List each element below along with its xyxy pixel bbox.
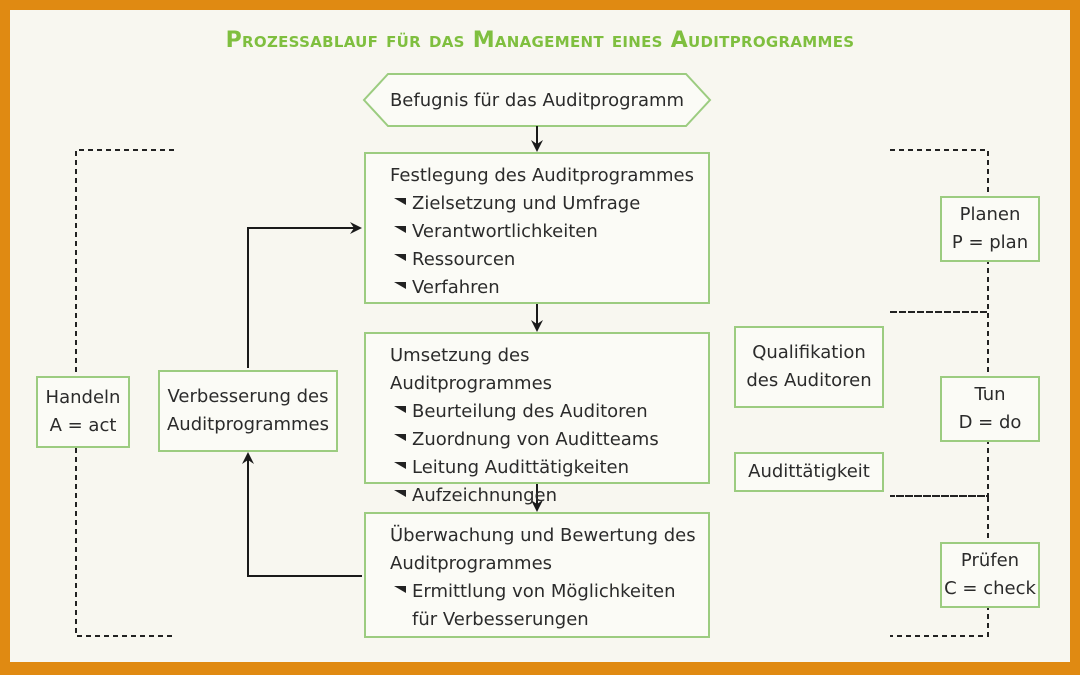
umsetzung-item: Leitung Audittätigkeiten [390, 454, 696, 482]
arrow-verbesserung-to-festlegung [248, 228, 360, 368]
pruefen-code: C = check [944, 578, 1036, 599]
festlegung-item: Verantwortlichkeiten [390, 218, 696, 246]
pruefen-box [940, 542, 1040, 608]
qualifikation-line1: Qualifikation [752, 342, 866, 363]
qualifikation-line2: des Auditoren [746, 370, 872, 391]
ueberwachung-item [390, 578, 696, 634]
festlegung-item: Zielsetzung und Umfrage [390, 190, 696, 218]
festlegung-item: Verfahren [390, 274, 696, 302]
verbesserung-line2: Auditprogrammes [166, 414, 330, 435]
ueberwachung-item-line2: für Verbesserungen [412, 609, 589, 630]
handeln-code: A = act [49, 415, 117, 436]
audittaetigkeit-label: Audittätigkeit [748, 461, 870, 482]
qualifikation-box [734, 326, 884, 408]
diagram-title: Prozessablauf für das Management eines Auditprogrammes [225, 28, 855, 53]
arrow-ueberwachung-to-verbesserung [248, 454, 362, 576]
festlegung-item: Ressourcen [390, 246, 696, 274]
ueberwachung-heading-line1: Überwachung und Bewertung des [390, 525, 696, 546]
tun-code: D = do [958, 412, 1022, 433]
ueberwachung-box [364, 512, 710, 638]
diagram-frame [10, 10, 1070, 662]
umsetzung-item: Aufzeichnungen [390, 482, 696, 510]
planen-label: Planen [959, 204, 1021, 225]
verbesserung-box [158, 370, 338, 452]
festlegung-heading: Festlegung des Auditprogrammes [390, 165, 694, 186]
tun-label: Tun [974, 384, 1006, 405]
pruefen-label: Prüfen [960, 550, 1020, 571]
ueberwachung-heading-line2: Auditprogrammes [390, 553, 553, 574]
planen-box [940, 196, 1040, 262]
tun-box [940, 376, 1040, 442]
audittaetigkeit-box [734, 452, 884, 492]
verbesserung-line1: Verbesserung des [167, 386, 329, 407]
handeln-box [36, 376, 130, 448]
befugnis-label: Befugnis für das Auditprogramm [389, 90, 685, 111]
planen-code: P = plan [951, 232, 1029, 253]
umsetzung-item: Zuordnung von Auditteams [390, 426, 696, 454]
umsetzung-item: Beurteilung des Auditoren [390, 398, 696, 426]
umsetzung-box [364, 332, 710, 506]
umsetzung-heading: Umsetzung des Auditprogrammes [390, 345, 553, 394]
handeln-label: Handeln [45, 387, 121, 408]
festlegung-box [364, 152, 710, 304]
ueberwachung-item-line1: Ermittlung von Möglichkeiten [412, 581, 676, 602]
